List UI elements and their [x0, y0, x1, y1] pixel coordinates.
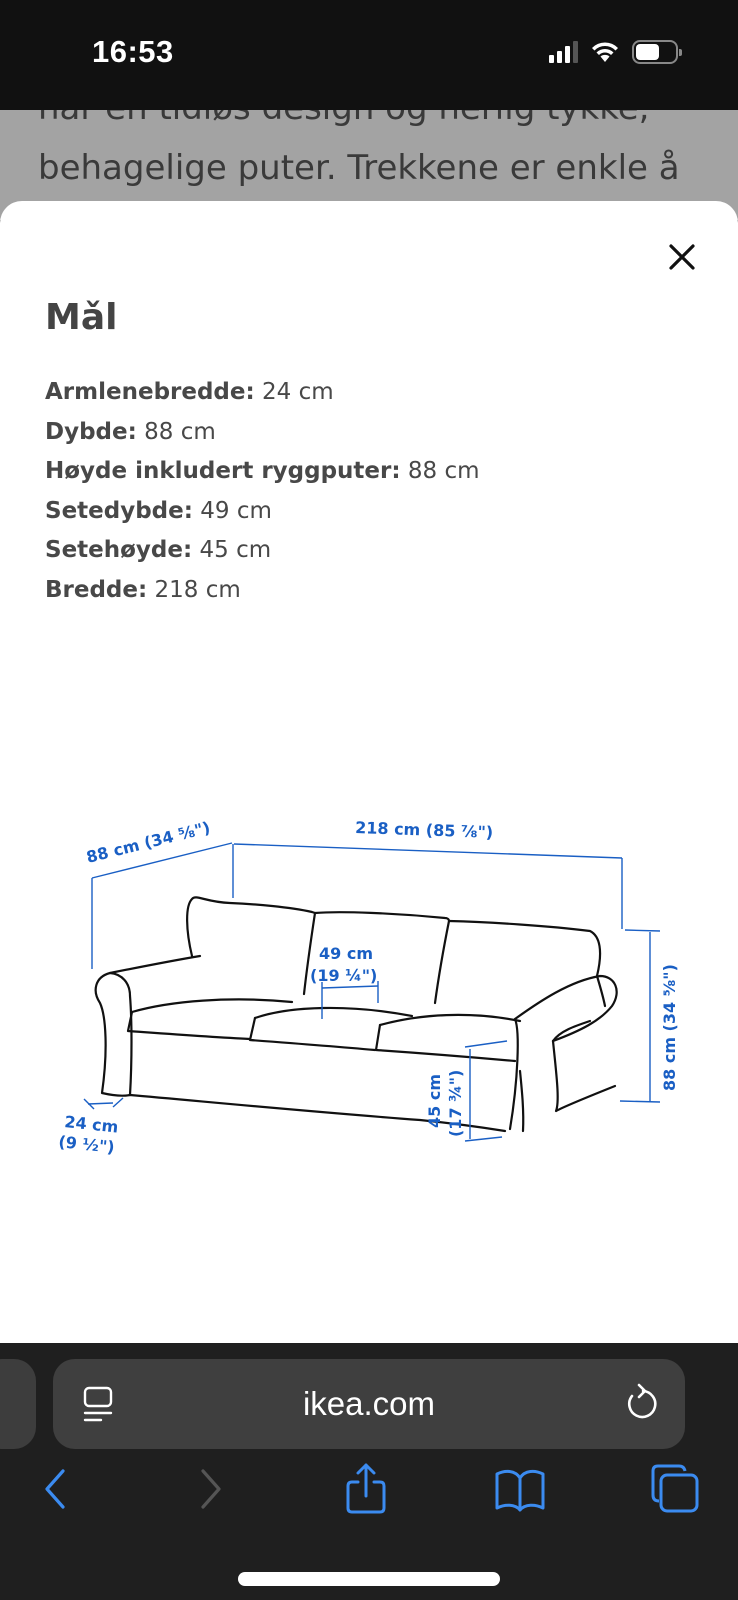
wifi-icon	[590, 41, 620, 63]
dimension-value: 218 cm	[147, 576, 241, 603]
previous-tab-preview[interactable]	[0, 1359, 36, 1449]
sofa-illustration	[50, 801, 690, 1221]
dimension-label: Høyde inkludert ryggputer:	[45, 458, 401, 484]
bookmarks-book-icon	[493, 1466, 547, 1512]
bookmarks-button[interactable]	[490, 1459, 550, 1519]
dimension-item	[45, 452, 480, 492]
dimension-label: Setedybde:	[45, 497, 193, 524]
reload-icon[interactable]	[621, 1383, 661, 1425]
tabs-button[interactable]	[645, 1459, 705, 1519]
arm-width-cm-label: 24 cm	[63, 1112, 120, 1137]
close-button[interactable]	[662, 237, 702, 277]
browser-bottom-bar	[0, 1343, 738, 1600]
back-button[interactable]	[24, 1459, 84, 1519]
forward-button[interactable]	[182, 1459, 242, 1519]
dimension-label: Bredde:	[45, 576, 148, 603]
dimension-item	[45, 373, 480, 413]
dimension-item	[45, 492, 480, 532]
dimensions-modal	[0, 201, 738, 1343]
dimension-value: 45 cm	[192, 537, 272, 563]
dimension-item	[45, 531, 480, 571]
seat-height-in-label: (17 ¾")	[446, 1069, 465, 1137]
depth-label: 88 cm (34 ⅝")	[84, 817, 213, 867]
share-button[interactable]	[336, 1459, 396, 1519]
dimension-value: 88 cm	[400, 458, 480, 484]
status-icons	[549, 40, 678, 64]
seat-height-cm-label: 45 cm	[425, 1074, 444, 1128]
tabs-icon	[649, 1463, 701, 1515]
address-bar[interactable]	[53, 1359, 685, 1449]
share-icon	[344, 1462, 388, 1516]
cellular-signal-icon	[549, 41, 578, 63]
background-text-line: behagelige puter. Trekkene er enkle å	[38, 148, 680, 188]
modal-title: Mǎl	[45, 297, 118, 338]
dimension-item	[45, 413, 480, 453]
browser-toolbar	[0, 1459, 738, 1539]
dimension-label: Armlenebredde:	[45, 379, 255, 405]
dimension-value: 49 cm	[192, 497, 272, 524]
dimension-item	[45, 571, 480, 611]
arm-width-in-label: (9 ½")	[57, 1132, 116, 1157]
dimension-label: Setehøyde:	[45, 537, 193, 563]
height-label: 88 cm (34 ⅝")	[660, 964, 679, 1091]
battery-icon	[632, 40, 678, 64]
home-indicator[interactable]	[238, 1572, 500, 1586]
sofa-dimension-diagram	[50, 801, 690, 1221]
url-text[interactable]: ikea.com	[302, 1385, 436, 1422]
width-label: 218 cm (85 ⅞")	[354, 818, 494, 842]
forward-chevron-icon	[197, 1467, 227, 1511]
dimension-value: 88 cm	[136, 418, 216, 445]
reader-mode-icon[interactable]	[81, 1385, 117, 1425]
seat-depth-in-label: (19 ¼")	[310, 966, 378, 985]
back-chevron-icon	[39, 1467, 69, 1511]
seat-depth-cm-label: 49 cm	[319, 944, 373, 963]
dimension-value: 24 cm	[254, 379, 334, 405]
status-bar	[0, 0, 738, 110]
dimensions-list	[45, 373, 480, 610]
status-time: 16:53	[92, 34, 174, 69]
dimension-label: Dybde:	[45, 418, 137, 445]
close-icon	[669, 244, 695, 270]
